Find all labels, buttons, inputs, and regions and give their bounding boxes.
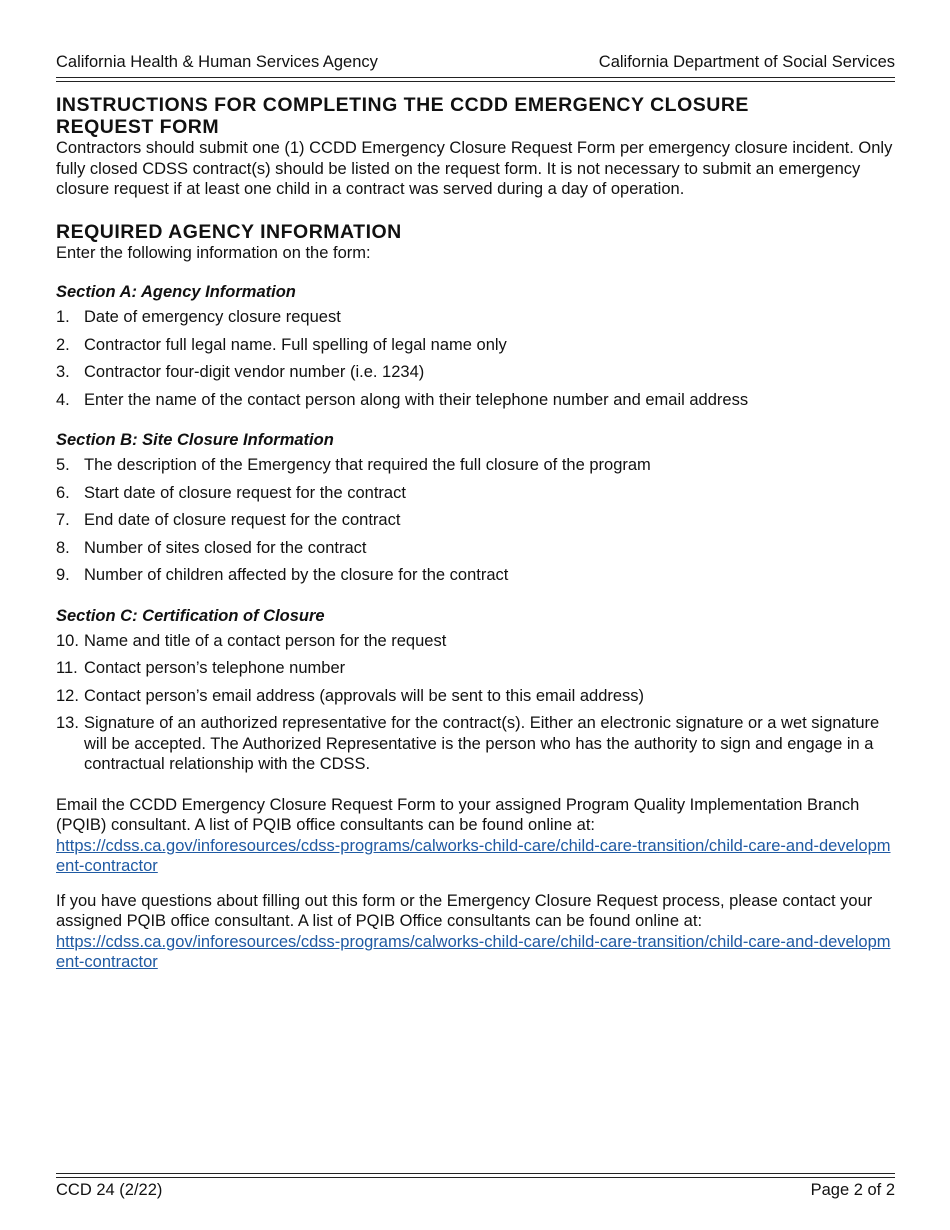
item-number: 1. [56, 308, 70, 326]
section-c-list [56, 631, 898, 775]
item-number: 5. [56, 456, 70, 474]
list-item [56, 713, 898, 775]
item-text: Contractor full legal name. Full spelling of legal name only [84, 335, 507, 354]
list-item [56, 362, 898, 383]
item-number: 2. [56, 335, 70, 354]
footer-double-rule [56, 1173, 895, 1178]
list-item [56, 658, 898, 679]
email-instructions-text: Email the CCDD Emergency Closure Request Form to your assigned Program Quality Implementation Branch (PQIB) consultant. A list of PQIB office consultants can be found online at: [56, 795, 860, 834]
list-item [56, 565, 898, 586]
item-number: 4. [56, 390, 70, 409]
list-item [56, 538, 898, 559]
list-item [56, 631, 898, 652]
item-text: Contact person’s telephone number [84, 659, 346, 677]
section-a-title: Section A: Agency Information [56, 283, 296, 301]
list-item [56, 483, 898, 504]
page-number: Page 2 of 2 [810, 1181, 895, 1199]
form-number: CCD 24 (2/22) [56, 1181, 163, 1199]
item-number: 3. [56, 363, 70, 381]
item-text: Number of children affected by the closure for the contract [84, 566, 509, 584]
questions-paragraph [56, 891, 898, 973]
section-c [56, 606, 898, 775]
item-number: 11. [56, 659, 78, 677]
section-c-title: Section C: Certification of Closure [56, 606, 325, 625]
list-item [56, 510, 898, 531]
item-text: Start date of closure request for the contract [84, 483, 406, 502]
list-item [56, 335, 898, 356]
item-text: End date of closure request for the contract [84, 511, 401, 529]
item-text: Number of sites closed for the contract [84, 538, 367, 557]
item-number: 8. [56, 538, 70, 557]
item-number: 9. [56, 566, 70, 584]
header-agency: California Health & Human Services Agency [56, 53, 378, 71]
section-b-list [56, 455, 898, 586]
list-item [56, 455, 898, 476]
required-info-intro: Enter the following information on the form: [56, 243, 371, 262]
email-instructions-paragraph [56, 795, 898, 877]
item-text: Name and title of a contact person for the request [84, 631, 447, 650]
intro-paragraph: Contractors should submit one (1) CCDD Emergency Closure Request Form per emergency closure incident. Only fully closed CDSS contract(s) should be listed on the request form. It is not necessary to submit an emergency closure request if at least one child in a contract was served during a day of operation. [56, 139, 893, 198]
required-info-heading: REQUIRED AGENCY INFORMATION [56, 220, 402, 243]
list-item [56, 686, 898, 707]
item-text: Date of emergency closure request [84, 308, 341, 326]
list-item [56, 307, 898, 328]
item-number: 6. [56, 483, 70, 502]
pqib-consultants-link-2[interactable]: https://cdss.ca.gov/inforesources/cdss-programs/calworks-child-care/child-care-transition/child-care-and-development-contractor [56, 932, 891, 971]
document-title: INSTRUCTIONS FOR COMPLETING THE CCDD EMERGENCY CLOSURE REQUEST FORM [56, 94, 749, 138]
document-body [56, 94, 898, 987]
header-double-rule [56, 77, 895, 82]
item-text: Contact person’s email address (approvals will be sent to this email address) [84, 686, 645, 705]
item-text: Contractor four-digit vendor number (i.e. 1234) [84, 363, 425, 381]
questions-text: If you have questions about filling out this form or the Emergency Closure Request process, please contact your assigned PQIB office consultant. A list of PQIB Office consultants can be found online at: [56, 891, 873, 930]
item-number: 13. [56, 714, 79, 732]
page-header [56, 52, 895, 72]
header-department: California Department of Social Services [598, 53, 895, 71]
item-text: The description of the Emergency that required the full closure of the program [84, 456, 651, 474]
section-b-title: Section B: Site Closure Information [56, 431, 334, 449]
item-text: Signature of an authorized representative for the contract(s). Either an electronic signature or a wet signature will be accepted. The Authorized Representative is the person who has the authority to sign and engage in a contractual relationship with the CDSS. [84, 714, 880, 773]
list-item [56, 390, 898, 411]
item-number: 10. [56, 631, 79, 650]
section-a-list [56, 307, 898, 410]
section-a [56, 282, 898, 410]
section-b [56, 430, 898, 586]
item-number: 7. [56, 511, 70, 529]
page-footer [56, 1180, 895, 1200]
item-text: Enter the name of the contact person along with their telephone number and email address [84, 390, 749, 409]
item-number: 12. [56, 686, 79, 705]
pqib-consultants-link[interactable]: https://cdss.ca.gov/inforesources/cdss-programs/calworks-child-care/child-care-transition/child-care-and-development-contractor [56, 836, 891, 875]
